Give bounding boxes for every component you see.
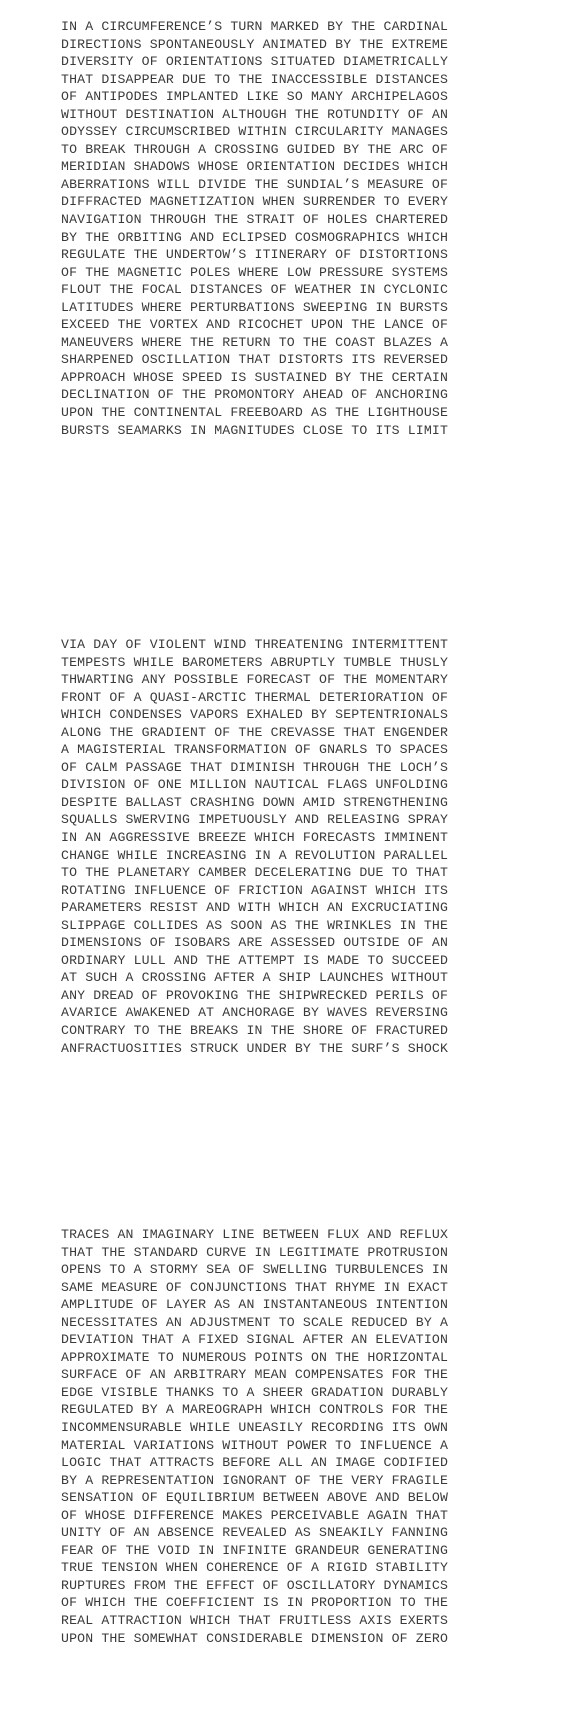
text-line: EXCEED THE VORTEX AND RICOCHET UPON THE LANCE OF	[61, 317, 449, 333]
text-line: OF ANTIPODES IMPLANTED LIKE SO MANY ARCHIPELAGOS	[61, 89, 449, 105]
text-line: OF THE MAGNETIC POLES WHERE LOW PRESSURE SYSTEMS	[61, 264, 449, 280]
text-line: REAL ATTRACTION WHICH THAT FRUITLESS AXIS EXERTS	[61, 1613, 449, 1629]
text-line: OF WHICH THE COEFFICIENT IS IN PROPORTION TO THE	[61, 1595, 449, 1611]
text-line: FLOUT THE FOCAL DISTANCES OF WEATHER IN CYCLONIC	[61, 282, 449, 298]
text-line: SHARPENED OSCILLATION THAT DISTORTS ITS REVERSED	[61, 352, 449, 368]
text-line: DIVERSITY OF ORIENTATIONS SITUATED DIAMETRICALLY	[61, 54, 449, 70]
text-line: IN A CIRCUMFERENCE’S TURN MARKED BY THE CARDINAL	[61, 19, 449, 34]
text-line: TRUE TENSION WHEN COHERENCE OF A RIGID STABILITY	[61, 1560, 449, 1576]
text-line: OPENS TO A STORMY SEA OF SWELLING TURBULENCES IN	[61, 1262, 449, 1278]
text-line: EDGE VISIBLE THANKS TO A SHEER GRADATION DURABLY	[61, 1384, 449, 1400]
text-line: THAT THE STANDARD CURVE IN LEGITIMATE PROTRUSION	[61, 1244, 449, 1260]
text-line: CONTRARY TO THE BREAKS IN THE SHORE OF FRACTURED	[61, 1023, 449, 1039]
text-line: DIFFRACTED MAGNETIZATION WHEN SURRENDER TO EVERY	[61, 194, 449, 210]
text-line: BY THE ORBITING AND ECLIPSED COSMOGRAPHICS WHICH	[61, 229, 449, 245]
text-line: PARAMETERS RESIST AND WITH WHICH AN EXCRUCIATING	[61, 900, 449, 916]
text-line: FRONT OF A QUASI-ARCTIC THERMAL DETERIORATION OF	[61, 689, 449, 705]
text-line: AMPLITUDE OF LAYER AS AN INSTANTANEOUS INTENTION	[61, 1297, 449, 1313]
text-line: DIVISION OF ONE MILLION NAUTICAL FLAGS UNFOLDING	[61, 777, 449, 793]
text-line: OF WHOSE DIFFERENCE MAKES PERCEIVABLE AGAIN THAT	[61, 1507, 449, 1523]
text-line: WITHOUT DESTINATION ALTHOUGH THE ROTUNDITY OF AN	[61, 106, 449, 122]
text-line: APPROXIMATE TO NUMEROUS POINTS ON THE HORIZONTAL	[61, 1349, 449, 1365]
text-line: MANEUVERS WHERE THE RETURN TO THE COAST BLAZES A	[61, 334, 449, 350]
text-line: SLIPPAGE COLLIDES AS SOON AS THE WRINKLES IN THE	[61, 917, 449, 933]
text-line: VIA DAY OF VIOLENT WIND THREATENING INTERMITTENT	[61, 637, 449, 652]
text-line: LATITUDES WHERE PERTURBATIONS SWEEPING IN BURSTS	[61, 299, 449, 315]
text-line: FEAR OF THE VOID IN INFINITE GRANDEUR GENERATING	[61, 1542, 449, 1558]
text-line: TO BREAK THROUGH A CROSSING GUIDED BY THE ARC OF	[61, 141, 449, 157]
text-line: DESPITE BALLAST CRASHING DOWN AMID STRENGTHENING	[61, 794, 449, 810]
text-line: DECLINATION OF THE PROMONTORY AHEAD OF ANCHORING	[61, 387, 449, 403]
text-line: SAME MEASURE OF CONJUNCTIONS THAT RHYME IN EXACT	[61, 1279, 449, 1295]
text-line: NECESSITATES AN ADJUSTMENT TO SCALE REDUCED BY A	[61, 1314, 449, 1330]
text-line: REGULATE THE UNDERTOW’S ITINERARY OF DISTORTIONS	[61, 247, 449, 263]
text-line: OF CALM PASSAGE THAT DIMINISH THROUGH THE LOCH’S	[61, 759, 449, 775]
text-block-3	[61, 1226, 516, 1647]
text-line: MATERIAL VARIATIONS WITHOUT POWER TO INFLUENCE A	[61, 1437, 449, 1453]
text-line: ORDINARY LULL AND THE ATTEMPT IS MADE TO SUCCEED	[61, 952, 449, 968]
text-line: SQUALLS SWERVING IMPETUOUSLY AND RELEASING SPRAY	[61, 812, 449, 828]
text-line: NAVIGATION THROUGH THE STRAIT OF HOLES CHARTERED	[61, 212, 449, 228]
text-line: ABERRATIONS WILL DIVIDE THE SUNDIAL’S MEASURE OF	[61, 176, 449, 192]
text-line: AVARICE AWAKENED AT ANCHORAGE BY WAVES REVERSING	[61, 1005, 449, 1021]
text-line: UPON THE SOMEWHAT CONSIDERABLE DIMENSION OF ZERO	[61, 1630, 449, 1646]
text-line: ROTATING INFLUENCE OF FRICTION AGAINST WHICH ITS	[61, 882, 449, 898]
text-line: A MAGISTERIAL TRANSFORMATION OF GNARLS TO SPACES	[61, 742, 449, 758]
text-block-1	[61, 18, 516, 439]
text-line: DEVIATION THAT A FIXED SIGNAL AFTER AN ELEVATION	[61, 1332, 449, 1348]
text-line: ODYSSEY CIRCUMSCRIBED WITHIN CIRCULARITY MANAGES	[61, 124, 449, 140]
text-line: APPROACH WHOSE SPEED IS SUSTAINED BY THE CERTAIN	[61, 369, 449, 385]
text-line: UPON THE CONTINENTAL FREEBOARD AS THE LIGHTHOUSE	[61, 405, 449, 421]
text-line: SENSATION OF EQUILIBRIUM BETWEEN ABOVE AND BELOW	[61, 1490, 449, 1506]
text-line: TEMPESTS WHILE BAROMETERS ABRUPTLY TUMBLE THUSLY	[61, 654, 449, 670]
text-line: UNITY OF AN ABSENCE REVEALED AS SNEAKILY FANNING	[61, 1525, 449, 1541]
text-line: LOGIC THAT ATTRACTS BEFORE ALL AN IMAGE CODIFIED	[61, 1455, 449, 1471]
text-block-2	[61, 636, 516, 1057]
text-line: THAT DISAPPEAR DUE TO THE INACCESSIBLE DISTANCES	[61, 71, 449, 87]
text-line: WHICH CONDENSES VAPORS EXHALED BY SEPTENTRIONALS	[61, 707, 449, 723]
text-line: IN AN AGGRESSIVE BREEZE WHICH FORECASTS IMMINENT	[61, 830, 449, 846]
text-line: ANFRACTUOSITIES STRUCK UNDER BY THE SURF’S SHOCK	[61, 1040, 449, 1056]
text-line: MERIDIAN SHADOWS WHOSE ORIENTATION DECIDES WHICH	[61, 159, 449, 175]
text-line: ANY DREAD OF PROVOKING THE SHIPWRECKED PERILS OF	[61, 987, 449, 1003]
text-line: TRACES AN IMAGINARY LINE BETWEEN FLUX AND REFLUX	[61, 1227, 449, 1242]
text-line: TO THE PLANETARY CAMBER DECELERATING DUE TO THAT	[61, 865, 449, 881]
text-line: AT SUCH A CROSSING AFTER A SHIP LAUNCHES WITHOUT	[61, 970, 449, 986]
text-line: INCOMMENSURABLE WHILE UNEASILY RECORDING ITS OWN	[61, 1420, 449, 1436]
text-line: CHANGE WHILE INCREASING IN A REVOLUTION PARALLEL	[61, 847, 449, 863]
text-line: SURFACE OF AN ARBITRARY MEAN COMPENSATES FOR THE	[61, 1367, 449, 1383]
text-line: DIRECTIONS SPONTANEOUSLY ANIMATED BY THE EXTREME	[61, 36, 449, 52]
text-line: ALONG THE GRADIENT OF THE CREVASSE THAT ENGENDER	[61, 724, 449, 740]
text-line: BY A REPRESENTATION IGNORANT OF THE VERY FRAGILE	[61, 1472, 449, 1488]
text-line: THWARTING ANY POSSIBLE FORECAST OF THE MOMENTARY	[61, 672, 449, 688]
text-line: REGULATED BY A MAREOGRAPH WHICH CONTROLS FOR THE	[61, 1402, 449, 1418]
text-line: DIMENSIONS OF ISOBARS ARE ASSESSED OUTSIDE OF AN	[61, 935, 449, 951]
text-line: BURSTS SEAMARKS IN MAGNITUDES CLOSE TO ITS LIMIT	[61, 422, 449, 438]
text-line: RUPTURES FROM THE EFFECT OF OSCILLATORY DYNAMICS	[61, 1577, 449, 1593]
